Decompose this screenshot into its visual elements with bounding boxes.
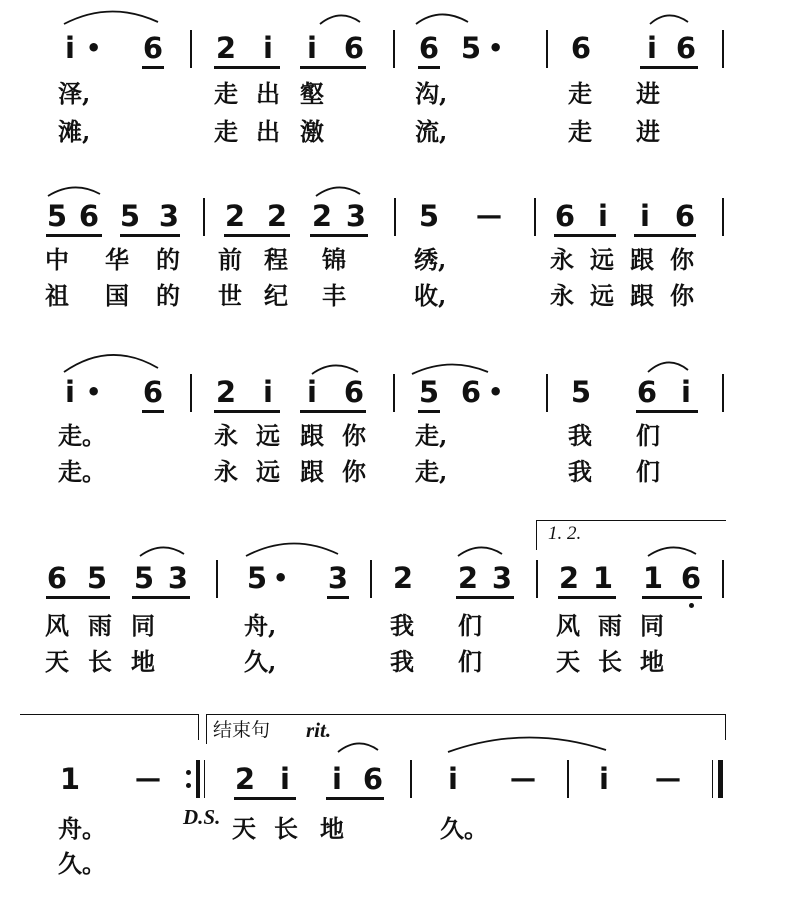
underline <box>636 410 698 413</box>
lyric: 锦 <box>322 245 346 274</box>
slur <box>48 187 100 196</box>
note: 3 <box>167 561 189 595</box>
note: 2 <box>558 561 580 595</box>
underline <box>142 66 164 69</box>
lyric: 出 <box>256 79 280 108</box>
note: 2 <box>266 199 288 233</box>
lyric: 走, <box>415 457 448 486</box>
underline <box>224 234 290 237</box>
barline <box>393 30 395 68</box>
lyric: 跟 <box>630 245 654 274</box>
lyric: 天 <box>556 647 580 676</box>
slur <box>338 743 378 752</box>
lyric: 沟, <box>415 79 448 108</box>
note-high: i <box>647 31 657 65</box>
slur <box>140 547 184 556</box>
repeat-dot <box>186 770 191 775</box>
augmentation-dot: • <box>86 378 102 406</box>
low-octave-dot <box>689 603 694 608</box>
underline <box>634 234 696 237</box>
lyric: 长 <box>88 647 112 676</box>
lyric: 走。 <box>58 457 106 486</box>
lyric: 你 <box>342 457 366 486</box>
underline <box>327 596 349 599</box>
note: 2 <box>224 199 246 233</box>
lyric: 绣, <box>414 245 447 274</box>
note-high: i <box>263 375 273 409</box>
barline <box>722 198 724 236</box>
underline <box>558 596 616 599</box>
note: 3 <box>327 561 349 595</box>
lyric: 走。 <box>58 421 106 450</box>
lyric: 远 <box>590 245 614 274</box>
underline <box>300 410 366 413</box>
note-high: i <box>307 375 317 409</box>
lyric: 跟 <box>300 457 324 486</box>
ending-bracket-top <box>206 714 726 715</box>
note: 5 <box>570 375 592 409</box>
slur <box>320 15 360 24</box>
note: 3 <box>158 199 180 233</box>
slur <box>448 737 606 752</box>
lyric: 你 <box>342 421 366 450</box>
underline <box>310 234 368 237</box>
underline <box>418 66 440 69</box>
lyric: 走 <box>214 117 238 146</box>
ritardando-mark: rit. <box>306 718 332 742</box>
lyric: 地 <box>131 647 155 676</box>
slur <box>312 365 358 374</box>
lyric: 远 <box>590 281 614 310</box>
augmentation-dot: • <box>273 564 289 592</box>
lyric: 你 <box>670 245 694 274</box>
note: 1 <box>642 561 664 595</box>
lyric: 我 <box>568 421 592 450</box>
barline <box>534 198 536 236</box>
lyric: 永 <box>214 421 238 450</box>
lyric: 同 <box>131 611 155 640</box>
lyric: 久。 <box>58 849 106 878</box>
lyric: 天 <box>45 647 69 676</box>
lyric: 收, <box>414 281 447 310</box>
lyric: 跟 <box>300 421 324 450</box>
note: 6 <box>636 375 658 409</box>
note: 6 <box>142 375 164 409</box>
lyric: 你 <box>670 281 694 310</box>
slur <box>648 362 688 372</box>
volta-bracket-left <box>536 520 537 550</box>
note-high: i <box>640 199 650 233</box>
slur <box>650 15 688 24</box>
augmentation-dot: • <box>488 34 504 62</box>
note-high: i <box>65 375 75 409</box>
lyric: 舟, <box>244 611 277 640</box>
lyric: 我 <box>568 457 592 486</box>
underline <box>214 66 280 69</box>
note-high: i <box>307 31 317 65</box>
lyric: 流, <box>415 117 448 146</box>
lyric: 中 <box>45 245 69 274</box>
lyric: 前 <box>218 245 242 274</box>
note: 3 <box>345 199 367 233</box>
barline <box>722 30 724 68</box>
lyric: 纪 <box>264 281 288 310</box>
underline <box>418 410 440 413</box>
lyric: 风 <box>45 611 69 640</box>
lyric: 远 <box>256 457 280 486</box>
lyric: 地 <box>320 814 344 843</box>
note: 5 <box>46 199 68 233</box>
note: 1 <box>592 561 614 595</box>
slur <box>648 547 696 556</box>
ending-bracket-left <box>206 714 207 744</box>
barline <box>394 198 396 236</box>
note-high: i <box>599 762 609 796</box>
slur <box>412 364 488 374</box>
underline <box>234 797 296 800</box>
dash: — <box>476 201 502 231</box>
repeat-barline-thick <box>196 760 200 798</box>
lyric: 我 <box>390 647 414 676</box>
dash: — <box>510 764 536 794</box>
note: 6 <box>554 199 576 233</box>
barline <box>190 374 192 412</box>
slur <box>246 543 338 556</box>
barline <box>722 560 724 598</box>
lyric: 国 <box>105 281 129 310</box>
lyric: 跟 <box>630 281 654 310</box>
lyric: 走, <box>415 421 448 450</box>
note: 2 <box>215 31 237 65</box>
note: 6 <box>460 375 482 409</box>
slur <box>64 11 158 24</box>
lyric: 舟。 <box>58 814 106 843</box>
ending-bracket-right <box>725 714 726 740</box>
note: 6 <box>674 199 696 233</box>
lyric: 地 <box>640 647 664 676</box>
note: 6 <box>362 762 384 796</box>
slur <box>316 187 360 196</box>
lyric: 们 <box>458 611 482 640</box>
lyric: 华 <box>105 245 129 274</box>
note-high: i <box>263 31 273 65</box>
barline <box>546 374 548 412</box>
barline <box>393 374 395 412</box>
note: 6 <box>142 31 164 65</box>
note: 3 <box>491 561 513 595</box>
underline <box>46 234 102 237</box>
barline <box>567 760 569 798</box>
note-high: i <box>598 199 608 233</box>
note: 2 <box>215 375 237 409</box>
note: 6 <box>343 31 365 65</box>
lyric: 祖 <box>45 281 69 310</box>
lyric: 永 <box>214 457 238 486</box>
lyric: 们 <box>636 421 660 450</box>
note: 2 <box>234 762 256 796</box>
dash: — <box>655 764 681 794</box>
underline <box>300 66 366 69</box>
note: 2 <box>392 561 414 595</box>
barline <box>203 198 205 236</box>
underline <box>132 596 190 599</box>
note: 5 <box>460 31 482 65</box>
lyric: 同 <box>640 611 664 640</box>
note: 5 <box>119 199 141 233</box>
note: 2 <box>311 199 333 233</box>
lyric: 久, <box>244 647 277 676</box>
lyric: 走 <box>214 79 238 108</box>
note: 6 <box>675 31 697 65</box>
note: 6 <box>78 199 100 233</box>
lyric: 风 <box>556 611 580 640</box>
lyric: 雨 <box>598 611 622 640</box>
volta-bracket-top <box>536 520 726 521</box>
barline <box>190 30 192 68</box>
dash: — <box>135 764 161 794</box>
note: 5 <box>418 199 440 233</box>
note: 5 <box>86 561 108 595</box>
volta-bracket-end <box>198 714 199 740</box>
underline <box>554 234 616 237</box>
slur <box>64 355 158 372</box>
lyric: 永 <box>550 245 574 274</box>
underline <box>142 410 164 413</box>
lyric: 壑 <box>300 79 324 108</box>
lyric: 的 <box>156 245 180 274</box>
lyric: 我 <box>390 611 414 640</box>
note: 6 <box>418 31 440 65</box>
dal-segno-mark: D.S. <box>183 805 221 829</box>
lyric: 远 <box>256 421 280 450</box>
note: 5 <box>246 561 268 595</box>
final-barline-thick <box>718 760 723 798</box>
note-high: i <box>448 762 458 796</box>
underline <box>46 596 110 599</box>
augmentation-dot: • <box>86 34 102 62</box>
lyric: 激 <box>300 117 324 146</box>
lyric: 丰 <box>322 281 346 310</box>
lyric: 长 <box>274 814 298 843</box>
note: 6 <box>343 375 365 409</box>
lyric: 永 <box>550 281 574 310</box>
final-barline-thin <box>712 760 713 798</box>
note: 5 <box>418 375 440 409</box>
note-high: i <box>65 31 75 65</box>
lyric: 走 <box>568 117 592 146</box>
barline <box>722 374 724 412</box>
barline <box>370 560 372 598</box>
volta-bracket-continuation <box>20 714 198 715</box>
note: 6 <box>46 561 68 595</box>
underline <box>120 234 180 237</box>
lyric: 滩, <box>58 117 91 146</box>
note-low: 6 <box>680 561 702 595</box>
underline <box>456 596 514 599</box>
volta-label: 1. 2. <box>548 523 582 544</box>
lyric: 世 <box>218 281 242 310</box>
lyric: 进 <box>636 79 660 108</box>
lyric: 程 <box>264 245 288 274</box>
lyric: 雨 <box>88 611 112 640</box>
note-high: i <box>332 762 342 796</box>
lyric: 久。 <box>440 814 488 843</box>
underline <box>326 797 384 800</box>
repeat-dot <box>186 783 191 788</box>
barline <box>410 760 412 798</box>
underline <box>214 410 280 413</box>
lyric: 的 <box>156 281 180 310</box>
underline <box>642 596 702 599</box>
lyric: 进 <box>636 117 660 146</box>
lyric: 们 <box>636 457 660 486</box>
lyric: 长 <box>598 647 622 676</box>
ending-label: 结束句 <box>213 719 271 741</box>
slur <box>458 547 502 556</box>
note: 5 <box>133 561 155 595</box>
augmentation-dot: • <box>488 378 504 406</box>
note: 1 <box>59 762 81 796</box>
lyric: 们 <box>458 647 482 676</box>
lyric: 走 <box>568 79 592 108</box>
barline <box>546 30 548 68</box>
barline <box>536 560 538 598</box>
note-high: i <box>280 762 290 796</box>
note-high: i <box>681 375 691 409</box>
slur <box>416 14 468 24</box>
note: 6 <box>570 31 592 65</box>
repeat-barline-thin <box>204 760 205 798</box>
lyric: 泽, <box>58 79 91 108</box>
lyric: 天 <box>232 814 256 843</box>
underline <box>640 66 698 69</box>
note: 2 <box>457 561 479 595</box>
lyric: 出 <box>256 117 280 146</box>
barline <box>216 560 218 598</box>
